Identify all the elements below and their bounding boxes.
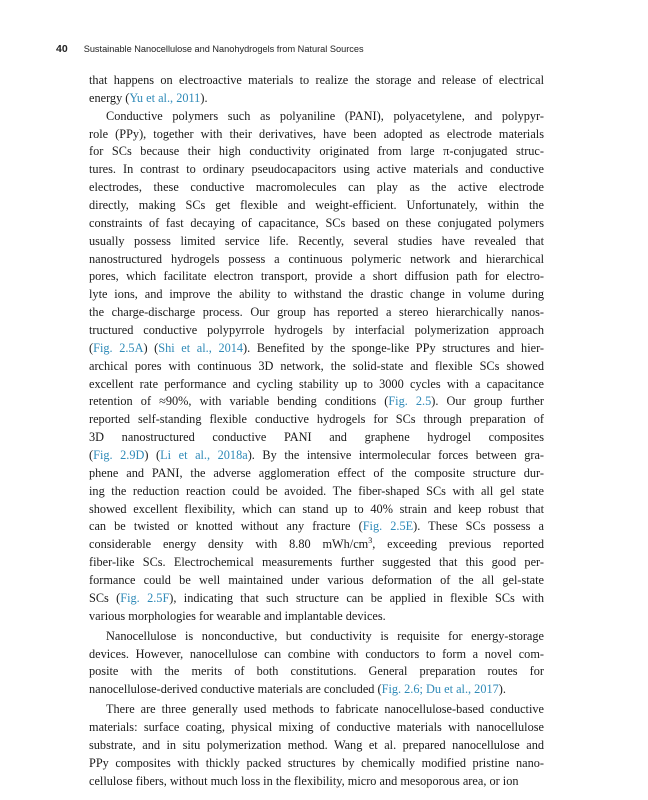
citation-link[interactable]: Fig. 2.5F xyxy=(120,590,170,605)
text-line xyxy=(89,197,544,215)
text-run: that happens on electroactive materials to realize the storage and release of electrical xyxy=(89,73,544,87)
text-run: ( xyxy=(89,340,94,355)
text-line xyxy=(89,286,544,304)
text-line xyxy=(89,411,544,429)
text-line xyxy=(89,251,544,269)
text-run: ). By the intensive intermolecular forces between gra- xyxy=(247,448,545,463)
running-title: Sustainable Nanocellulose and Nanohydrogels from Natural Sources xyxy=(83,44,364,54)
text-run: various morphologies for wearable and implantable devices. xyxy=(89,608,386,623)
text-run: devices. However, nanocellulose can combine with conductors to form a novel com- xyxy=(89,646,544,661)
text-run: ). xyxy=(200,90,208,105)
text-line xyxy=(89,215,544,233)
text-line xyxy=(89,701,544,719)
citation-link[interactable]: Fig. 2.5E xyxy=(362,519,414,534)
text-run: ), indicating that such structure can be applied in flexible SCs with xyxy=(169,590,545,605)
text-run: tructured conductive polypyrrole hydrogels by interfacial polymerization approach xyxy=(89,323,544,338)
citation-link[interactable]: Fig. 2.6; Du et al., 2017 xyxy=(381,682,499,697)
text-line xyxy=(89,483,544,501)
citation-link[interactable]: Fig. 2.5A xyxy=(93,340,144,355)
text-line xyxy=(89,663,544,681)
text-line xyxy=(89,572,544,590)
text-line xyxy=(89,536,544,554)
citation-link[interactable]: Fig. 2.5 xyxy=(388,394,432,409)
text-run: ). xyxy=(498,682,506,697)
text-line xyxy=(89,719,544,737)
text-line xyxy=(89,233,544,251)
text-run: ing the reduction reaction could be avoided. The fiber-shaped SCs with all gel state xyxy=(89,483,544,498)
text-run: Conductive polymers such as polyaniline (PANI), polyacetylene, and polypyr- xyxy=(106,108,544,123)
text-line xyxy=(89,628,544,646)
text-run: Nanocellulose is nonconductive, but conductivity is requisite for energy-storage xyxy=(106,628,544,643)
text-run: reported self-standing flexible conductive hydrogels for SCs through preparation of xyxy=(89,412,544,427)
text-line xyxy=(89,340,544,358)
text-line xyxy=(89,72,544,90)
body-text xyxy=(89,72,544,790)
text-line xyxy=(89,268,544,286)
text-line xyxy=(89,737,544,755)
text-run: cellulose fibers, without much loss in the flexibility, micro and mesoporous area, or ion xyxy=(89,773,519,788)
text-run: phene and PANI, the adverse agglomeration effect of the composite structure dur- xyxy=(89,465,544,480)
text-line xyxy=(89,646,544,664)
text-run: ). These SCs possess a xyxy=(413,519,544,534)
text-run: lyte ions, and improve the ability to withstand the drastic change in volume during xyxy=(89,287,544,302)
text-line xyxy=(89,501,544,519)
text-run: There are three generally used methods to fabricate nanocellulose-based conductive xyxy=(106,702,544,717)
text-line xyxy=(89,304,544,322)
text-run: substrate, and in situ polymerization method. Wang et al. prepared nanocellulose and xyxy=(89,737,544,752)
text-line xyxy=(89,755,544,773)
text-line xyxy=(89,465,544,483)
text-run: nanostructured hydrogels possess a continuous polymeric network and hierarchical xyxy=(89,251,544,266)
text-run: materials: surface coating, physical mixing of conductive materials with nanocellulose xyxy=(89,719,544,734)
text-line xyxy=(89,376,544,394)
text-run: nanocellulose-derived conductive materials are concluded ( xyxy=(89,682,382,697)
text-run: ). Benefited by the sponge-like PPy structures and hier- xyxy=(243,340,545,355)
text-line xyxy=(89,518,544,536)
text-run: ) ( xyxy=(143,340,159,355)
text-line xyxy=(89,608,544,626)
running-header xyxy=(56,43,616,57)
text-run: fiber-like SCs. Electrochemical measurements further suggested that this good per- xyxy=(89,555,544,570)
text-line xyxy=(89,429,544,447)
text-line xyxy=(89,554,544,572)
text-run: for SCs because their high conductivity originated from large π-conjugated struc- xyxy=(89,144,544,159)
superscript: 3 xyxy=(368,536,373,546)
text-run: PPy composites with thickly packed structures by chemically modified pristine nano- xyxy=(89,755,544,770)
citation-link[interactable]: Shi et al., 2014 xyxy=(158,340,244,355)
text-run: tures. In contrast to ordinary pseudocapacitors using active materials and conductive xyxy=(89,162,544,177)
text-line xyxy=(89,358,544,376)
text-run: electrodes, these conductive macromolecules can play as the active electrode xyxy=(89,180,544,195)
text-run: formance could be well maintained under various deformation of the all gel-state xyxy=(89,573,544,588)
text-line xyxy=(89,108,544,126)
text-line xyxy=(89,681,544,699)
text-line xyxy=(89,590,544,608)
text-run: retention of ≈90%, with variable bending conditions ( xyxy=(89,394,389,409)
text-line xyxy=(89,126,544,144)
text-run: ( xyxy=(89,448,94,463)
text-run: ). Our group further xyxy=(431,394,544,409)
text-run: showed excellent flexibility, which can stand up to 40% strain and keep robust that xyxy=(89,501,544,516)
text-run: the charge-discharge process. Our group has reported a stereo hierarchically nanos- xyxy=(89,305,544,320)
citation-link[interactable]: Li et al., 2018a xyxy=(160,448,248,463)
page-number: 40 xyxy=(56,43,68,55)
text-run: can be twisted or knotted without any fracture ( xyxy=(89,519,363,534)
citation-link[interactable]: Yu et al., 2011 xyxy=(129,90,201,105)
text-run: considerable energy density with 8.80 mWh/cm xyxy=(89,537,369,552)
text-run: ) ( xyxy=(144,448,161,463)
text-line xyxy=(89,161,544,179)
text-run: usually possess limited service life. Recently, several studies have revealed that xyxy=(89,233,544,248)
text-run: , exceeding previous reported xyxy=(372,537,544,552)
text-run: posite with the merits of both constitutions. General preparation routes for xyxy=(89,664,544,679)
text-run: energy ( xyxy=(89,90,130,105)
text-run: constraints of fast decaying of capacitance, SCs based on these conjugated polymers xyxy=(89,215,544,230)
text-run: pores, which facilitate electron transport, provide a short diffusion path for electro- xyxy=(89,269,544,284)
text-run: directly, making SCs get flexible and weight-efficient. Unfortunately, within the xyxy=(89,198,544,213)
citation-link[interactable]: Fig. 2.9D xyxy=(93,448,145,463)
text-line xyxy=(89,447,544,465)
text-run: 3D nanostructured conductive PANI and graphene hydrogel composites xyxy=(89,430,544,445)
text-run: role (PPy), together with their derivatives, have been adopted as electrode materials xyxy=(89,126,544,141)
text-line xyxy=(89,179,544,197)
text-run: archical pores with continuous 3D network, the solid-state and flexible SCs showed xyxy=(89,358,544,373)
text-run: SCs ( xyxy=(89,590,121,605)
text-line xyxy=(89,393,544,411)
text-line xyxy=(89,90,544,108)
text-run: excellent rate performance and cycling stability up to 3000 cycles with a capacitance xyxy=(89,376,544,391)
text-line xyxy=(89,143,544,161)
text-line xyxy=(89,773,544,791)
text-line xyxy=(89,322,544,340)
